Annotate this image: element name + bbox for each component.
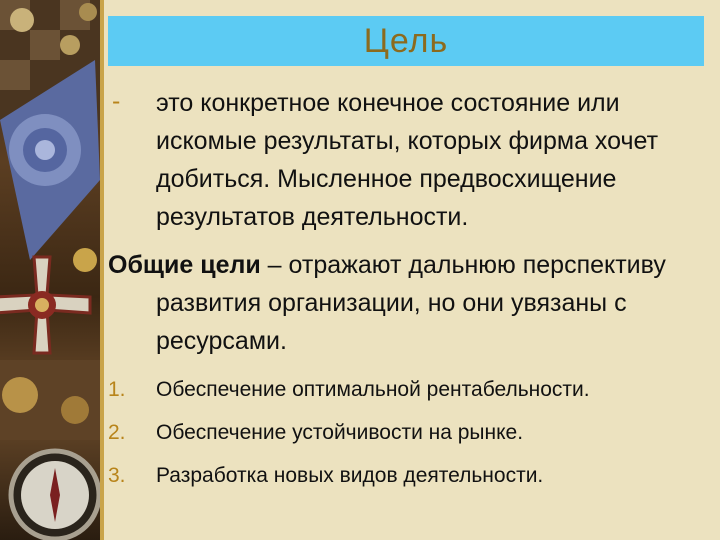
slide-content	[108, 84, 708, 497]
list-marker: 2.	[108, 421, 126, 444]
decorative-medals-photo	[0, 0, 100, 540]
list-item	[108, 411, 708, 454]
slide-title: Цель	[363, 21, 449, 60]
list-item-text: Разработка новых видов деятельности.	[156, 464, 544, 487]
list-item-text: Обеспечение устойчивости на рынке.	[156, 421, 524, 444]
list-item	[108, 368, 708, 411]
general-goals-paragraph	[108, 246, 708, 360]
definition-text: это конкретное конечное состояние или искомые результаты, которых фирма хочет добиться. Мысленное предвосхищение результатов деятельности.	[156, 89, 659, 231]
title-bar	[108, 16, 704, 66]
list-marker: 3.	[108, 464, 126, 487]
list-item	[108, 454, 708, 497]
list-item-text: Обеспечение оптимальной рентабельности.	[156, 378, 590, 401]
definition-paragraph	[108, 84, 708, 236]
general-goals-text: – отражают дальнюю перспективу развития организации, но они увязаны с ресурсами.	[156, 251, 666, 355]
goals-list	[108, 368, 708, 497]
divider-line	[100, 0, 104, 540]
general-goals-term: Общие цели	[108, 251, 261, 279]
dash-bullet: -	[112, 87, 121, 115]
list-marker: 1.	[108, 378, 126, 401]
